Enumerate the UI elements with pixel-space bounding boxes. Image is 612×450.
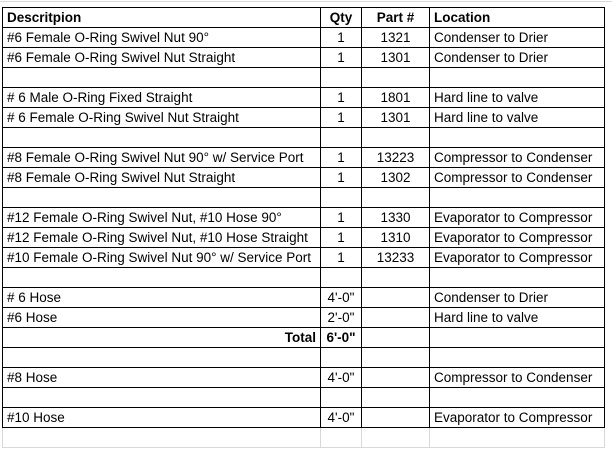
cell-part[interactable] xyxy=(362,128,430,148)
cell-desc[interactable]: #8 Female O-Ring Swivel Nut 90° w/ Service Port xyxy=(3,148,321,168)
cell-qty[interactable] xyxy=(321,188,362,208)
table-row-data xyxy=(3,168,605,188)
cell-part[interactable] xyxy=(362,348,430,368)
table-row-data xyxy=(3,208,605,228)
table-row-blank xyxy=(3,68,605,88)
cell-qty[interactable]: 2'-0" xyxy=(321,308,362,328)
table-row-blank xyxy=(3,388,605,408)
table-header xyxy=(3,8,605,28)
header-part-number[interactable]: Part # xyxy=(362,8,430,28)
cell-qty[interactable]: 4'-0" xyxy=(321,408,362,428)
cell-loc[interactable]: Compressor to Condenser xyxy=(430,148,605,168)
cell-part[interactable] xyxy=(362,308,430,328)
sheet-top-gridline xyxy=(0,1,612,2)
header-qty[interactable]: Qty xyxy=(321,8,362,28)
cell-qty[interactable]: 4'-0" xyxy=(321,288,362,308)
cell-desc[interactable] xyxy=(3,388,321,408)
cell-part[interactable]: 1302 xyxy=(362,168,430,188)
cell-desc[interactable]: #10 Hose xyxy=(3,408,321,428)
cell-qty[interactable] xyxy=(321,128,362,148)
cell-part[interactable]: 13233 xyxy=(362,248,430,268)
cell-loc[interactable]: Evaporator to Compressor xyxy=(430,248,605,268)
cell-desc[interactable]: # 6 Hose xyxy=(3,288,321,308)
cell-loc[interactable]: Hard line to valve xyxy=(430,108,605,128)
table-row-data xyxy=(3,248,605,268)
cell-loc[interactable] xyxy=(430,348,605,368)
cell-part[interactable]: 1301 xyxy=(362,48,430,68)
table-body xyxy=(3,28,605,448)
cell-loc[interactable] xyxy=(430,68,605,88)
cell-part[interactable]: 1310 xyxy=(362,228,430,248)
cell-loc[interactable]: Evaporator to Compressor xyxy=(430,408,605,428)
cell-loc[interactable]: Compressor to Condenser xyxy=(430,168,605,188)
cell-loc[interactable]: Hard line to valve xyxy=(430,88,605,108)
cell-loc[interactable]: Compressor to Condenser xyxy=(430,368,605,388)
table-row-blank xyxy=(3,268,605,288)
cell-part[interactable] xyxy=(362,388,430,408)
cell-qty[interactable]: 1 xyxy=(321,168,362,188)
table-row-data xyxy=(3,308,605,328)
table-row-blank xyxy=(3,188,605,208)
table-row-data xyxy=(3,408,605,428)
cell-part[interactable]: 13223 xyxy=(362,148,430,168)
cell-desc[interactable]: # 6 Male O-Ring Fixed Straight xyxy=(3,88,321,108)
cell-part[interactable] xyxy=(362,268,430,288)
table-row-data xyxy=(3,48,605,68)
cell-desc[interactable]: #10 Female O-Ring Swivel Nut 90° w/ Service Port xyxy=(3,248,321,268)
table-row-data xyxy=(3,148,605,168)
cell-part[interactable] xyxy=(362,408,430,428)
cell-desc[interactable]: #6 Hose xyxy=(3,308,321,328)
cell-loc[interactable] xyxy=(430,428,605,448)
cell-qty[interactable]: 1 xyxy=(321,208,362,228)
cell-part[interactable]: 1330 xyxy=(362,208,430,228)
cell-desc[interactable]: #8 Hose xyxy=(3,368,321,388)
cell-qty[interactable] xyxy=(321,348,362,368)
table-row-data xyxy=(3,288,605,308)
cell-desc[interactable]: Total xyxy=(3,328,321,348)
cell-part[interactable]: 1321 xyxy=(362,28,430,48)
cell-desc[interactable]: #12 Female O-Ring Swivel Nut, #10 Hose 90° xyxy=(3,208,321,228)
cell-desc[interactable]: #8 Female O-Ring Swivel Nut Straight xyxy=(3,168,321,188)
table-row-data xyxy=(3,108,605,128)
cell-part[interactable] xyxy=(362,68,430,88)
cell-part[interactable]: 1301 xyxy=(362,108,430,128)
header-location[interactable]: Location xyxy=(430,8,605,28)
cell-loc[interactable]: Condenser to Drier xyxy=(430,288,605,308)
cell-part[interactable] xyxy=(362,368,430,388)
table-row-data xyxy=(3,228,605,248)
parts-table xyxy=(2,7,605,448)
cell-qty[interactable] xyxy=(321,388,362,408)
cell-loc[interactable]: Condenser to Drier xyxy=(430,48,605,68)
header-row xyxy=(3,8,605,28)
cell-desc[interactable]: # 6 Female O-Ring Swivel Nut Straight xyxy=(3,108,321,128)
cell-loc[interactable] xyxy=(430,188,605,208)
cell-loc[interactable]: Hard line to valve xyxy=(430,308,605,328)
cell-part[interactable] xyxy=(362,188,430,208)
cell-qty[interactable] xyxy=(321,268,362,288)
table-row-data xyxy=(3,88,605,108)
cell-part[interactable] xyxy=(362,428,430,448)
cell-qty[interactable]: 6'-0" xyxy=(321,328,362,348)
cell-qty[interactable] xyxy=(321,68,362,88)
cell-qty[interactable]: 1 xyxy=(321,48,362,68)
cell-loc[interactable] xyxy=(430,388,605,408)
cell-qty[interactable]: 1 xyxy=(321,28,362,48)
header-description[interactable]: Descritpion xyxy=(3,8,321,28)
cell-loc[interactable]: Evaporator to Compressor xyxy=(430,208,605,228)
cell-loc[interactable] xyxy=(430,328,605,348)
cell-part[interactable] xyxy=(362,288,430,308)
cell-qty[interactable]: 1 xyxy=(321,88,362,108)
cell-qty[interactable]: 1 xyxy=(321,228,362,248)
cell-desc[interactable]: #6 Female O-Ring Swivel Nut 90° xyxy=(3,28,321,48)
table-row-total xyxy=(3,328,605,348)
table-row-data xyxy=(3,28,605,48)
cell-desc[interactable] xyxy=(3,348,321,368)
cell-qty[interactable]: 1 xyxy=(321,108,362,128)
cell-desc[interactable] xyxy=(3,128,321,148)
cell-qty[interactable]: 1 xyxy=(321,248,362,268)
cell-part[interactable]: 1801 xyxy=(362,88,430,108)
cell-desc[interactable]: #6 Female O-Ring Swivel Nut Straight xyxy=(3,48,321,68)
cell-loc[interactable] xyxy=(430,268,605,288)
table-row-gray xyxy=(3,428,605,448)
cell-desc[interactable]: #12 Female O-Ring Swivel Nut, #10 Hose Straight xyxy=(3,228,321,248)
cell-part[interactable] xyxy=(362,328,430,348)
table-row-blank xyxy=(3,128,605,148)
table-row-data xyxy=(3,368,605,388)
cell-loc[interactable] xyxy=(430,128,605,148)
cell-desc[interactable] xyxy=(3,428,321,448)
cell-qty[interactable]: 1 xyxy=(321,148,362,168)
cell-desc[interactable] xyxy=(3,188,321,208)
cell-qty[interactable] xyxy=(321,428,362,448)
cell-desc[interactable] xyxy=(3,268,321,288)
cell-loc[interactable]: Condenser to Drier xyxy=(430,28,605,48)
cell-loc[interactable]: Evaporator to Compressor xyxy=(430,228,605,248)
cell-qty[interactable]: 4'-0" xyxy=(321,368,362,388)
cell-desc[interactable] xyxy=(3,68,321,88)
table-row-blank xyxy=(3,348,605,368)
